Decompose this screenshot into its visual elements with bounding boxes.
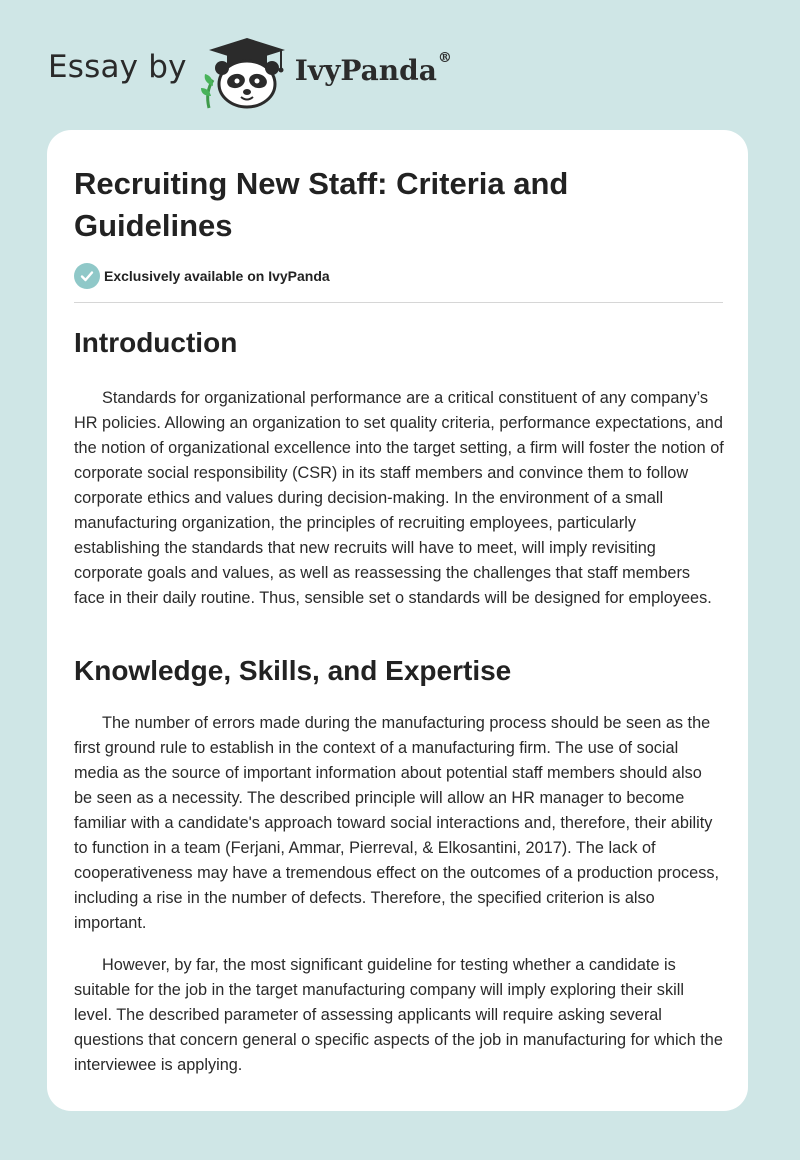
check-circle-icon: [74, 263, 100, 289]
essay-title: Recruiting New Staff: Criteria and Guidelines: [74, 166, 569, 243]
paragraph-knowledge-2: However, by far, the most significant guideline for testing whether a candidate is suitable for the job in the target manufacturing company will imply exploring their skill level. The described parameter of assessing applicants will require asking several questions that concern general o specific aspects of the job in manufacturing for which the interviewee is applying.: [74, 956, 723, 1074]
exclusive-label: Exclusively available on IvyPanda: [104, 268, 330, 284]
brand-prefix: Essay by: [48, 49, 187, 85]
panda-logo-icon[interactable]: [201, 34, 293, 110]
registered-mark: ®: [437, 49, 452, 66]
paragraph-knowledge-1: The number of errors made during the manufacturing process should be seen as the first ground rule to establish in the context of a manufacturing firm. The use of social media as the source of important information about potential staff members should also be seen as a necessity. The described principle will allow an HR manager to become familiar with a candidate's approach toward social interactions and, therefore, their ability to function in a team (Ferjani, Ammar, Pierreval, & Elkosantini, 2017). The lack of cooperativeness may have a tremendous effect on the outcomes of a production process, including a rise in the number of defects. Therefore, the specified criterion is also important.: [74, 714, 719, 932]
section-heading-knowledge: Knowledge, Skills, and Expertise: [74, 655, 512, 686]
paragraph-introduction-1: Standards for organizational performance are a critical constituent of any company’s HR policies. Allowing an organization to set quality criteria, performance expectations, and the notion of organizational excellence into the target setting, a firm will foster the notion of corporate social responsibility (CSR) in its staff members and convince them to follow corporate ethics and values during decision-making. In the environment of a small manufacturing organization, the principles of recruiting employees, particularly establishing the standards that new recruits will have to meet, will imply revisiting corporate goals and values, as well as reassessing the challenges that staff members face in their daily routine. Thus, sensible set o standards will be designed for employees.: [74, 389, 724, 607]
brand-name[interactable]: [294, 49, 452, 87]
site-header: [48, 34, 452, 110]
exclusive-badge: [74, 263, 330, 289]
title-divider: [74, 302, 723, 303]
essay-card: [47, 130, 748, 1111]
section-heading-introduction: Introduction: [74, 327, 238, 358]
brand-name-text: IvyPanda: [294, 53, 437, 87]
